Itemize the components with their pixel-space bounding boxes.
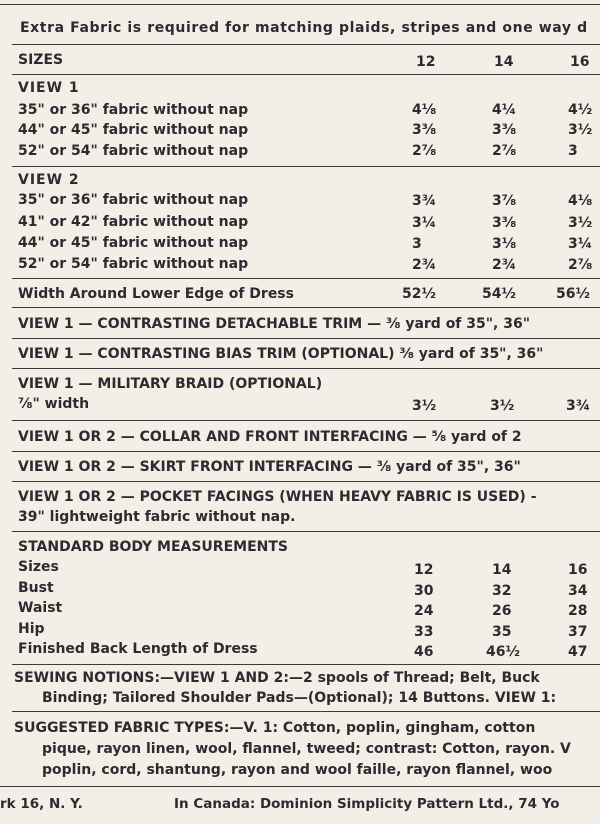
fabric-types-line2: pique, rayon linen, wool, flannel, tweed; contrast: Cotton, rayon. V xyxy=(42,741,571,757)
measure-12: 12 xyxy=(414,562,434,578)
measurement-label: Hip xyxy=(18,621,45,637)
divider xyxy=(12,531,600,532)
yardage-14: 2¾ xyxy=(492,257,517,273)
measure-12: 30 xyxy=(414,583,434,599)
measure-12: 33 xyxy=(414,624,434,640)
skirt-interfacing-line: VIEW 1 OR 2 — SKIRT FRONT INTERFACING — ⅜ yard of 35", 36" xyxy=(18,459,521,475)
yardage-14: 2⅞ xyxy=(492,143,517,159)
braid-14: 3½ xyxy=(490,398,515,414)
yardage-14: 3⅜ xyxy=(492,122,517,138)
measure-14: 14 xyxy=(492,562,512,578)
detachable-trim-line: VIEW 1 — CONTRASTING DETACHABLE TRIM — ⅜ yard of 35", 36" xyxy=(18,316,531,332)
measure-14: 26 xyxy=(492,603,512,619)
divider xyxy=(0,4,600,5)
fabric-types-line3: poplin, cord, shantung, rayon and wool faille, rayon flannel, woo xyxy=(42,762,553,778)
fabric-width-label: 41" or 42" fabric without nap xyxy=(18,214,249,230)
braid-width-label: ⅞" width xyxy=(18,396,90,412)
pocket-facings-line2: 39" lightweight fabric without nap. xyxy=(18,509,296,525)
fabric-width-label: 35" or 36" fabric without nap xyxy=(18,102,249,118)
measure-16: 16 xyxy=(568,562,588,578)
measure-16: 34 xyxy=(568,583,588,599)
width-14: 54½ xyxy=(482,286,516,302)
fabric-width-label: 52" or 54" fabric without nap xyxy=(18,143,249,159)
measure-16: 47 xyxy=(568,644,588,660)
yardage-16: 3¼ xyxy=(568,236,593,252)
divider xyxy=(12,166,600,167)
divider xyxy=(12,481,600,482)
measure-14: 35 xyxy=(492,624,512,640)
yardage-12: 3¾ xyxy=(412,193,437,209)
military-braid-title: VIEW 1 — MILITARY BRAID (OPTIONAL) xyxy=(18,376,323,392)
measure-16: 28 xyxy=(568,603,588,619)
yardage-14: 4¼ xyxy=(492,102,517,118)
divider xyxy=(12,664,600,665)
yardage-16: 3½ xyxy=(568,122,593,138)
size-col-14: 14 xyxy=(494,54,514,70)
divider xyxy=(12,711,600,712)
yardage-12: 3 xyxy=(412,236,422,252)
yardage-12: 4⅛ xyxy=(412,102,437,118)
extra-fabric-note: Extra Fabric is required for matching plaids, stripes and one way d xyxy=(20,20,588,36)
divider xyxy=(12,451,600,452)
collar-interfacing-line: VIEW 1 OR 2 — COLLAR AND FRONT INTERFACING — ⅝ yard of 2 xyxy=(18,429,522,445)
measure-16: 37 xyxy=(568,624,588,640)
yardage-14: 3⅜ xyxy=(492,215,517,231)
yardage-14: 3⅛ xyxy=(492,236,517,252)
braid-16: 3¾ xyxy=(566,398,591,414)
fabric-width-label: 52" or 54" fabric without nap xyxy=(18,256,249,272)
yardage-12: 3⅜ xyxy=(412,122,437,138)
width-16: 56½ xyxy=(556,286,590,302)
measurement-label: Waist xyxy=(18,600,63,616)
measurement-label: Finished Back Length of Dress xyxy=(18,641,258,657)
divider xyxy=(12,44,600,45)
yardage-12: 3¼ xyxy=(412,215,437,231)
fabric-width-label: 44" or 45" fabric without nap xyxy=(18,235,249,251)
divider xyxy=(12,338,600,339)
divider xyxy=(12,368,600,369)
divider xyxy=(12,307,600,308)
measure-14: 32 xyxy=(492,583,512,599)
sewing-notions-line2: Binding; Tailored Shoulder Pads—(Optional); 14 Buttons. VIEW 1: xyxy=(42,690,557,706)
pocket-facings-line1: VIEW 1 OR 2 — POCKET FACINGS (WHEN HEAVY FABRIC IS USED) - xyxy=(18,489,537,505)
width-lower-edge-label: Width Around Lower Edge of Dress xyxy=(18,286,294,302)
braid-12: 3½ xyxy=(412,398,437,414)
measurement-label: Sizes xyxy=(18,559,59,575)
size-col-16: 16 xyxy=(570,54,590,70)
width-12: 52½ xyxy=(402,286,436,302)
fabric-width-label: 35" or 36" fabric without nap xyxy=(18,192,249,208)
yardage-16: 3 xyxy=(568,143,578,159)
divider xyxy=(12,420,600,421)
measure-14: 46½ xyxy=(486,644,520,660)
sizes-header-label: SIZES xyxy=(18,52,64,68)
measure-12: 24 xyxy=(414,603,434,619)
yardage-12: 2¾ xyxy=(412,257,437,273)
sewing-notions-line1: SEWING NOTIONS:—VIEW 1 AND 2:—2 spools of Thread; Belt, Buck xyxy=(14,670,540,686)
footer-canada: In Canada: Dominion Simplicity Pattern Ltd., 74 Yo xyxy=(174,796,560,812)
divider xyxy=(12,74,600,75)
view2-title: VIEW 2 xyxy=(18,172,80,188)
measure-12: 46 xyxy=(414,644,434,660)
view1-title: VIEW 1 xyxy=(18,80,80,96)
yardage-16: 4½ xyxy=(568,102,593,118)
yardage-16: 2⅞ xyxy=(568,257,593,273)
divider xyxy=(12,278,600,279)
yardage-16: 4⅛ xyxy=(568,193,593,209)
measurement-label: Bust xyxy=(18,580,54,596)
bias-trim-line: VIEW 1 — CONTRASTING BIAS TRIM (OPTIONAL) ⅜ yard of 35", 36" xyxy=(18,346,544,362)
yardage-16: 3½ xyxy=(568,215,593,231)
footer-address: rk 16, N. Y. xyxy=(0,796,83,812)
yardage-12: 2⅞ xyxy=(412,143,437,159)
divider xyxy=(0,786,600,787)
fabric-types-line1: SUGGESTED FABRIC TYPES:—V. 1: Cotton, poplin, gingham, cotton xyxy=(14,720,536,736)
fabric-width-label: 44" or 45" fabric without nap xyxy=(18,122,249,138)
size-col-12: 12 xyxy=(416,54,436,70)
yardage-14: 3⅞ xyxy=(492,193,517,209)
body-measurements-title: STANDARD BODY MEASUREMENTS xyxy=(18,539,288,555)
